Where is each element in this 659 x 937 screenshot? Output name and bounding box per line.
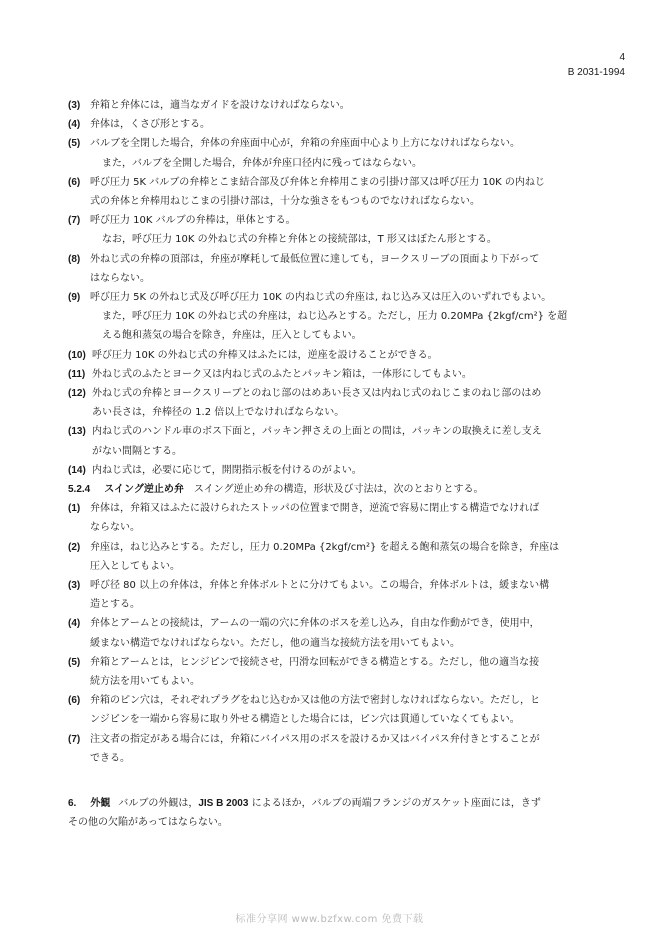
item-line: 続方法を用いてもよい。 <box>90 676 200 687</box>
item-line: また，バルブを全開した場合，弁体が弁座口径内に残ってはならない。 <box>102 157 422 169</box>
item-line: 弁箱と弁体には，適当なガイドを設けなければならない。 <box>90 100 350 111</box>
item-number: (1) <box>68 503 81 515</box>
item-text <box>90 499 630 537</box>
item-text <box>92 384 632 422</box>
item-line: 弁体は，弁箱又はふたに設けられたストッパの位置まで開き，逆流で容易に閉止する構造でなければ <box>90 503 540 515</box>
item-text <box>90 730 630 768</box>
item-line: 呼び径 80 以上の弁体は，弁体と弁体ボルトとに分けてもよい。この場合，弁体ボルトは，緩まない構 <box>90 580 550 591</box>
item-number: (7) <box>68 215 81 227</box>
item-text <box>90 614 630 652</box>
item-number: (7) <box>68 733 81 745</box>
item-line: 注文者の指定がある場合には，弁箱にバイパス用のボスを設けるか又はバイパス弁付きとすることが <box>90 733 540 745</box>
item-number: (5) <box>68 138 81 150</box>
item-text <box>92 346 632 365</box>
item-line: 弁箱とアームとは，ヒンジピンで接続させ，円滑な回転ができる構造とする。ただし，他の適当な接 <box>90 656 540 668</box>
item-line: 内ねじ式は，必要に応じて，開閉指示板を付けるのがよい。 <box>92 464 362 476</box>
section-heading-5-2-4 <box>68 480 483 499</box>
item-line: 呼び圧力 10K の外ねじ式の弁棒又はふたには，逆座を設けることができる。 <box>92 349 438 361</box>
item-line: がない間隔とする。 <box>92 445 182 457</box>
watermark-footer: 标准分享网 www.bzfxw.com 免费下载 <box>235 914 424 925</box>
item-line: 呼び圧力 5K の外ねじ式及び呼び圧力 10K の内ねじ式の弁座は, ねじ込み又は圧入のいずれでもよい。 <box>90 292 552 303</box>
item-line: ならない。 <box>90 522 140 534</box>
item-number: (8) <box>68 253 81 265</box>
document-code: B 2031-1994 <box>567 67 625 78</box>
item-line: あい長さは，弁棒径の 1.2 倍以上でなければならない。 <box>92 407 345 419</box>
item-text <box>90 134 630 172</box>
item-line: バルブを全閉した場合，弁体の弁座面中心が，弁箱の弁座面中心より上方になければならない。 <box>90 138 520 150</box>
item-text <box>90 211 630 249</box>
item-text <box>92 365 632 384</box>
item-number: (3) <box>68 580 81 591</box>
item-number: (6) <box>68 176 81 188</box>
item-line: 弁座は，ねじ込みとする。ただし，圧力 0.20MPa {2kgf/cm²} を超える飽和蒸気の場合を除き，弁座は <box>90 541 560 553</box>
item-number: (6) <box>68 695 81 707</box>
item-number: (4) <box>68 618 81 630</box>
heading-number: 5.2.4 <box>68 484 91 495</box>
item-line: 式の弁体と弁棒用ねじこまの引掛け部は，十分な強さをもつものでなければならない。 <box>90 196 480 207</box>
item-line: 弁体とアームとの接続は，アームの一端の穴に弁体のボスを差し込み，自由な作動ができ，使用中， <box>90 618 540 630</box>
item-number: (3) <box>68 100 81 111</box>
item-number: (9) <box>68 292 81 303</box>
item-text <box>90 653 630 691</box>
item-line: 呼び圧力 10K バルブの弁棒は，単体とする。 <box>90 215 296 227</box>
item-text <box>90 250 630 288</box>
section-number: 6. <box>68 798 77 809</box>
item-line: 弁箱のピン穴は，それぞれプラグをねじ込むか又は他の方法で密封しなければならない。ただし，ヒ <box>90 695 540 707</box>
section-text: バルブの外観は， <box>118 798 199 809</box>
item-number: (14) <box>68 464 86 476</box>
page-number: 4 <box>619 52 625 63</box>
item-text <box>90 173 630 211</box>
item-text <box>90 288 630 346</box>
item-text <box>90 538 630 576</box>
item-text <box>90 115 630 134</box>
item-line: える飽和蒸気の場合を除き，弁座は，圧入としてもよい。 <box>102 330 362 342</box>
section-6-line-1 <box>68 794 624 813</box>
item-line: 弁体は，くさび形とする。 <box>90 119 210 131</box>
item-number: (12) <box>68 388 86 399</box>
item-line: なお，呼び圧力 10K の外ねじ式の弁棒と弁体との接続部は，T 形又はぼたん形とする。 <box>102 234 497 246</box>
heading-body: スイング逆止め弁の構造，形状及び寸法は，次のとおりとする。 <box>193 484 484 495</box>
section-6-appearance <box>68 794 624 832</box>
item-text <box>90 96 630 115</box>
heading-title: スイング逆止め弁 <box>104 484 184 495</box>
item-line: 外ねじ式のふたとヨーク又は内ねじ式のふたとパッキン箱は，一体形にしてもよい。 <box>92 368 472 380</box>
section-6-line-2: その他の欠陥があってはならない。 <box>68 817 228 829</box>
item-line: 内ねじ式のハンドル車のボス下面と，パッキン押さえの上面との間は，パッキンの取換えに差し支え <box>92 426 542 438</box>
item-text <box>92 422 632 460</box>
item-number: (10) <box>68 349 86 361</box>
standard-reference: JIS B 2003 <box>198 798 249 809</box>
item-line: ンジピンを一端から容易に取り外せる構造とした場合には，ピン穴は貫通していなくてもよい。 <box>90 714 520 726</box>
item-line: 外ねじ式の弁棒の頂部は，弁座が摩耗して最低位置に達しても，ヨークスリーブの頂面より下がって <box>90 253 540 265</box>
item-number: (2) <box>68 541 81 553</box>
item-line: 造とする。 <box>90 599 140 611</box>
item-number: (5) <box>68 656 81 668</box>
item-line: 緩まない構造でなければならない。ただし，他の適当な接続方法を用いてもよい。 <box>90 637 460 649</box>
item-text <box>92 461 632 480</box>
item-line: 圧入としてもよい。 <box>90 560 180 572</box>
item-number: (11) <box>68 368 86 380</box>
item-line: はならない。 <box>90 272 150 284</box>
item-line: できる。 <box>90 752 130 764</box>
item-text <box>90 691 630 729</box>
item-number: (4) <box>68 119 81 131</box>
item-line: 外ねじ式の弁棒とヨークスリーブとのねじ部のはめあい長さ又は内ねじ式のねじこまのねじ部のはめ <box>92 388 542 399</box>
item-line: 呼び圧力 5K バルブの弁棒とこま結合部及び弁体と弁棒用こまの引掛け部又は呼び圧力 10K の内ねじ <box>90 176 545 188</box>
section-title: 外観 <box>90 798 111 809</box>
item-line: また，呼び圧力 10K の外ねじ式の弁座は，ねじ込みとする。ただし，圧力 0.20MPa {2kgf/cm²} を超 <box>102 311 568 323</box>
item-number: (13) <box>68 426 86 438</box>
section-text-cont: によるほか，バルブの両端フランジのガスケット座面には，きず <box>248 798 541 809</box>
item-text <box>90 576 630 614</box>
